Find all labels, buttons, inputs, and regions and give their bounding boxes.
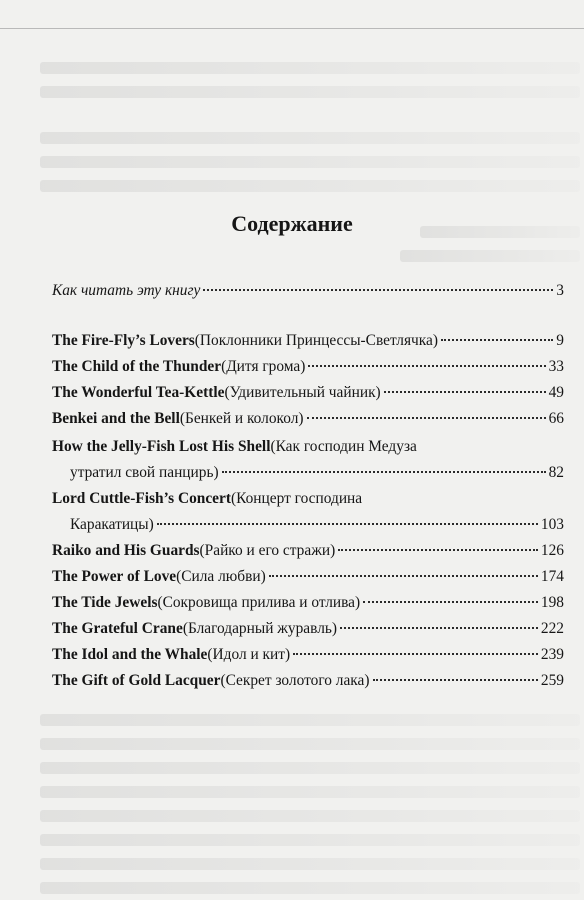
dot-leader bbox=[269, 575, 538, 577]
toc-entry-page: 198 bbox=[540, 594, 564, 611]
dot-leader bbox=[203, 289, 553, 291]
toc-entry-english-title: Lord Cuttle-Fish’s Concert bbox=[52, 490, 231, 507]
toc-entry-page: 126 bbox=[540, 542, 564, 559]
toc-entry-english-title: Raiko and His Guards bbox=[52, 542, 200, 559]
toc-entry-english-title: How the Jelly-Fish Lost His Shell bbox=[52, 438, 271, 455]
dot-leader bbox=[363, 601, 538, 603]
toc-entry-line bbox=[52, 356, 564, 378]
toc-entry-line bbox=[52, 566, 564, 588]
dot-leader bbox=[338, 549, 538, 551]
toc-entry-title: Как читать эту книгу bbox=[52, 282, 201, 299]
toc-entry-line bbox=[52, 434, 564, 460]
toc-entry-page: 259 bbox=[540, 672, 564, 689]
toc-entry-page: 103 bbox=[540, 516, 564, 533]
toc-entry-line bbox=[52, 670, 564, 692]
toc-entry-line bbox=[52, 382, 564, 404]
toc-entry-english-title: The Idol and the Whale bbox=[52, 646, 208, 663]
toc-entry-line bbox=[52, 280, 564, 302]
dot-leader bbox=[222, 471, 546, 473]
toc-entry-continuation bbox=[52, 512, 564, 538]
toc-title: Содержание bbox=[231, 211, 353, 236]
toc-entry-page: 66 bbox=[548, 410, 564, 427]
dot-leader bbox=[157, 523, 538, 525]
toc-entry-russian-title-cont: утратил свой панцирь) bbox=[70, 464, 219, 481]
toc-entry-russian-title: (Сила любви) bbox=[176, 568, 266, 585]
toc-entry-russian-title: (Райко и его стражи) bbox=[199, 542, 336, 559]
dot-leader bbox=[373, 679, 538, 681]
toc-entry[interactable] bbox=[52, 592, 564, 614]
toc-entry-russian-title: (Как господин Медуза bbox=[270, 438, 417, 455]
toc-entry-page: 3 bbox=[556, 282, 564, 299]
toc-entry[interactable] bbox=[52, 280, 564, 302]
toc-entry[interactable] bbox=[52, 330, 564, 352]
toc-entry-russian-title: (Бенкей и колокол) bbox=[179, 410, 304, 427]
toc-entry-line bbox=[52, 592, 564, 614]
toc-entry-english-title: The Tide Jewels bbox=[52, 594, 158, 611]
toc-entry-page: 82 bbox=[548, 464, 564, 481]
toc-entry-russian-title: (Дитя грома) bbox=[221, 358, 306, 375]
toc-entry-russian-title-cont: Каракатицы) bbox=[70, 516, 154, 533]
toc-entry-russian-title: (Концерт господина bbox=[230, 490, 363, 507]
toc-entry-russian-title: (Поклонники Принцессы-Светлячка) bbox=[194, 332, 439, 349]
dot-leader bbox=[384, 391, 546, 393]
toc-entry-line bbox=[52, 618, 564, 640]
toc-entry-page: 33 bbox=[548, 358, 564, 375]
toc-entry-english-title: The Wonderful Tea-Kettle bbox=[52, 384, 225, 401]
toc-entry[interactable] bbox=[52, 486, 564, 538]
toc-entry-line bbox=[52, 486, 564, 512]
toc-entry-english-title: The Fire-Fly’s Lovers bbox=[52, 332, 195, 349]
toc-entry-russian-title: (Удивительный чайник) bbox=[224, 384, 381, 401]
toc-entry[interactable] bbox=[52, 618, 564, 640]
toc-entry-line bbox=[52, 644, 564, 666]
toc-entry[interactable] bbox=[52, 566, 564, 588]
toc-entry-russian-title: (Благодарный журавль) bbox=[182, 620, 338, 637]
toc-entry[interactable] bbox=[52, 540, 564, 562]
toc-entry-continuation bbox=[52, 460, 564, 486]
toc-entry-russian-title: (Секрет золотого лака) bbox=[220, 672, 370, 689]
toc-entry-page: 49 bbox=[548, 384, 564, 401]
toc-entry-english-title: The Grateful Crane bbox=[52, 620, 183, 637]
toc-entry-english-title: The Child of the Thunder bbox=[52, 358, 222, 375]
toc-entry-page: 222 bbox=[540, 620, 564, 637]
dot-leader bbox=[340, 627, 538, 629]
toc-entry-russian-title: (Сокровища прилива и отлива) bbox=[157, 594, 361, 611]
toc-entry-russian-title: (Идол и кит) bbox=[207, 646, 291, 663]
toc-entry-page: 174 bbox=[540, 568, 564, 585]
toc-entry-line bbox=[52, 408, 564, 430]
dot-leader bbox=[307, 417, 546, 419]
toc-entry[interactable] bbox=[52, 408, 564, 430]
toc-entry-line bbox=[52, 330, 564, 352]
toc-entry-page: 9 bbox=[556, 332, 564, 349]
toc-entry[interactable] bbox=[52, 670, 564, 692]
dot-leader bbox=[293, 653, 538, 655]
toc-entry[interactable] bbox=[52, 644, 564, 666]
toc-entry-english-title: The Power of Love bbox=[52, 568, 177, 585]
toc-entry[interactable] bbox=[52, 434, 564, 486]
toc-entry[interactable] bbox=[52, 382, 564, 404]
toc-entry-line bbox=[52, 540, 564, 562]
dot-leader bbox=[308, 365, 545, 367]
toc-entry-english-title: Benkei and the Bell bbox=[52, 410, 180, 427]
toc-entry[interactable] bbox=[52, 356, 564, 378]
toc-entry-page: 239 bbox=[540, 646, 564, 663]
toc-entry-english-title: The Gift of Gold Lacquer bbox=[52, 672, 221, 689]
dot-leader bbox=[441, 339, 553, 341]
